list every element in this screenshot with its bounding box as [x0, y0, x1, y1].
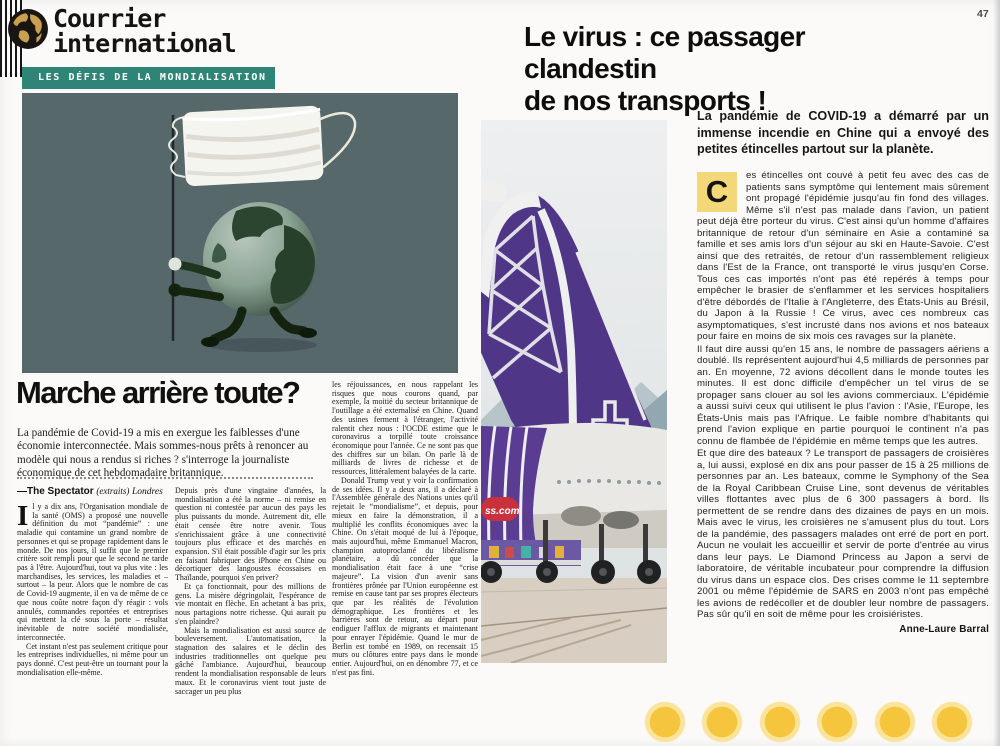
byline-note: (extraits) — [96, 486, 130, 496]
paragraph: Mais la mondialisation est aussi source de bouleversement. L'automatisation, la stagnation des salaires et le déclin des industries traditionnelles ont quelque peu gâché l'ambiance. Aujourd'hui, beaucoup rendent la mondialisation responsable de leurs maux. Et le coronavirus vient tout juste de saccager un peu plus — [175, 625, 326, 696]
section-banner: LES DÉFIS DE LA MONDIALISATION — [22, 67, 275, 89]
article-headline: Marche arrière toute? — [16, 375, 300, 410]
author-byline: Anne-Laure Barral — [899, 623, 989, 635]
body-column-1 — [17, 503, 168, 731]
article-intro: La pandémie de COVID-19 a démarré par un immense incendie en Chine qui a envoyé des petites étincelles partout sur la planète. — [697, 109, 989, 157]
magazine-logo — [53, 4, 236, 58]
page-number: 47 — [977, 8, 989, 20]
globe-mask-illustration — [22, 93, 458, 373]
sun-dots — [644, 701, 973, 745]
paragraph-text: l y a dix ans, l'Organisation mondiale de la santé (OMS) a proposé une nouvelle définition du mot “pandémie” : une maladie qui contamine un grand nombre de personnes et qui se propage rapidement dans le monde. De nos jours, il suffit que le premier critère soit rempli pour que le second ne tarde pas à l'être. Aujourd'hui, tout va plus vite : les marchandises, les services, les maladies et – surtout – la peur. Alors que le nombre de cas de Covid-19 augmente, il en va de même de ce que nous coûte notre façon d'y réagir : vols annulés, commandes reportées et entreprises qui mettent la clé sous la porte – résultat inévitable de notre société mondialisée, interconnectée. — [17, 503, 168, 642]
paragraph: Depuis près d'une vingtaine d'années, la mondialisation a été la norme – ni remise en question ni contestée par aucun des pays les plus puissants du monde. Autrement dit, elle était censée être notre avenir. Tous s'enrichissaient grâce à une connectivité toujours plus efficace et des marchés en expansion. S'il était possible d'agir sur les prix en faisant fabriquer des iPhone en Chine ou décortiquer des langoustes écossaises en Thaïlande, pourquoi s'en priver? — [175, 487, 326, 583]
dotted-divider — [17, 477, 313, 479]
sun-dot-icon — [816, 701, 858, 743]
paragraph: les réjouissances, en nous rappelant les risques que nous courons quand, par exemple, la moitié du secteur britannique de l'outillage a été externalisé en Chine. Quand des usines ferment à l'étranger, l'activité ralentit chez nous : l'OCDE estime que le coronavirus a torpillé toute croissance économique pour l'année. Ce ne sont pas que des chiffres sur un bilan. On parle là de milliards de livres de richesse et de ressources, littéralement balayées de la carte. — [332, 381, 478, 477]
sun-dot-icon — [874, 701, 916, 743]
article-title — [524, 21, 944, 117]
sun-dot-icon — [931, 701, 973, 743]
paragraph: Donald Trump veut y voir la confirmation de ses idées. Il y a deux ans, il a déclaré à l'Assemblée générale des Nations unies qu'il rejetait le “mondialisme”, et depuis, pour mieux en faire la démonstration, il a multiplié les conflits économiques avec la Chine. On s'était moqué de lui à l'époque, mais aujourd'hui, même Emmanuel Macron, champion autoproclamé du libéralisme planétaire, a dû concéder que la mondialisation était face à une “crise majeure”. La vision d'un avenir sans frontières prônée par l'Union européenne est remise en cause tant par ses propres électeurs que par les réalités de l'évolution démographique. Les frontières et les barrières sont de retour, au départ pour endiguer l'afflux de migrants et maintenant pour enrayer l'épidémie. Quand le mur de Berlin est tombé en 1989, on recensait 15 murs ou clôtures entre pays dans le monde entier. Aujourd'hui, on en dénombre 77, et ce n'est pas fini. — [332, 475, 478, 677]
airplane-photo — [481, 120, 667, 663]
title-line-1: Le virus : ce passager clandestin — [524, 21, 805, 84]
paragraph: Cet instant n'est pas seulement critique pour les entreprises individuelles, ni même pour un pays donné. C'est peut-être un tournant pour la mondialisation elle-même. — [17, 641, 168, 677]
paragraph — [17, 503, 168, 643]
sun-dot-icon — [701, 701, 743, 743]
fuselage-badge-text: ss.com — [485, 506, 520, 517]
article-body — [697, 170, 989, 676]
title-line-2: de nos transports ! — [524, 84, 767, 116]
paragraph: Et que dire des bateaux ? Le transport de passagers de croisières a, lui aussi, explosé en dix ans pour passer de 15 à 25 millions de personnes par an. Les bateaux, comme le Symphony of the Sea de la Royal Caribbean Cruise Line, sont devenus de véritables villes flottantes avec plus de 6 300 passagers à bord. Ils permettent de se rendre dans des dizaines de pays en un mois. Mais avec le virus, les croisières ne s'amusent plus du tout. Lors de la pandémie, des passagers malades ont erré de port en port. Aucun ne voulait les accueillir et servir de porte d'entrée au virus dans leur pays. Le Diamond Princess au Japon a servi de laboratoire, de véritable incubateur pour comprendre la diffusion du virus dans un espace clos. Des crises comme le 11 septembre 2001 ou même l'épidémie de SARS en 2003 n'ont pas empêché les avions de redécoller et de doubler leur nombre de passagers. Pas sûr qu'il en soit de même pour les croisiéristes. — [697, 448, 989, 620]
sun-dot-icon — [759, 701, 801, 743]
drop-cap-box: C — [697, 172, 737, 212]
logo-line-1: Courrier — [53, 4, 166, 33]
drop-cap: I — [17, 503, 29, 532]
byline-source: —The Spectator — [17, 486, 94, 497]
paragraph: Et ça fonctionnait, pour des millions de gens. La misère dégringolait, l'espérance de vie montait en flèche. En achetant à bas prix, nous partagions notre richesse. Qui aurait pu s'en plaindre? — [175, 581, 326, 626]
body-column-3 — [332, 381, 478, 727]
paragraph — [697, 170, 989, 343]
page-edge-shadow — [993, 0, 1000, 746]
byline-city: Londres — [131, 487, 163, 497]
sun-dot-icon — [644, 701, 686, 743]
globe-logo-icon — [7, 8, 49, 50]
article-standfirst: La pandémie de Covid-19 a mis en exergue les faiblesses d'une économie interconnectée. Mais sommes-nous prêts à renoncer au modèle qui nous a rendus si riches ? s'interroge la journaliste économique de cet hebdomadaire britannique. — [17, 427, 309, 480]
body-column-2 — [175, 487, 326, 733]
paragraph: Il faut dire aussi qu'en 15 ans, le nombre de passagers aériens a doublé. Ils représentent aujourd'hui 4,5 milliards de personnes par an. En moyenne, 72 avions décollent dans le monde toutes les minutes. Il est donc difficile d'empêcher un tel virus de se propager sans clouer au sol les avions commerciaux. L'épidémie a aussi suivi ceux qui utilisent le plus l'avion : l'Asie, l'Europe, les États-Unis mais pas l'Afrique. Le faible nombre d'habitants qui prend l'avion explique en partie pourquoi le continent n'a pas connu de flambée de l'épidémie en même temps que les autres. — [697, 343, 989, 447]
logo-line-2: international — [53, 28, 236, 58]
paragraph-text: es étincelles ont couvé à petit feu avec des cas de patients sans symptôme qui lentement mais sûrement ont propagé l'épidémie jusqu'au fin fond des villages. Même s'il n'est pas malade dans l'avion, un patient peut déjà être porteur du virus. C'est ainsi qu'un homme d'affaires britannique de retour d'un séminaire en Asie a contaminé sa famille et ses amis lors d'un séjour au ski en Haute-Savoie. C'est ainsi que des retraités, de retour d'un rassemblement religieux dans l'Est de la France, ont transporté le virus jusqu'en Corse. Tous ces cas importés n'ont pas été repérés à temps pour empêcher le brasier de s'enflammer et les services hospitaliers d'être débordés de l'Italie à l'Angleterre, des États-Unis au Brésil, du Japon à la Russie ! Ce virus, avec ces nombreux cas asymptomatiques, s'est incrusté dans nos avions et nos bateaux pour faire en moins de six mois ces ravages sur la planète. — [697, 170, 989, 342]
